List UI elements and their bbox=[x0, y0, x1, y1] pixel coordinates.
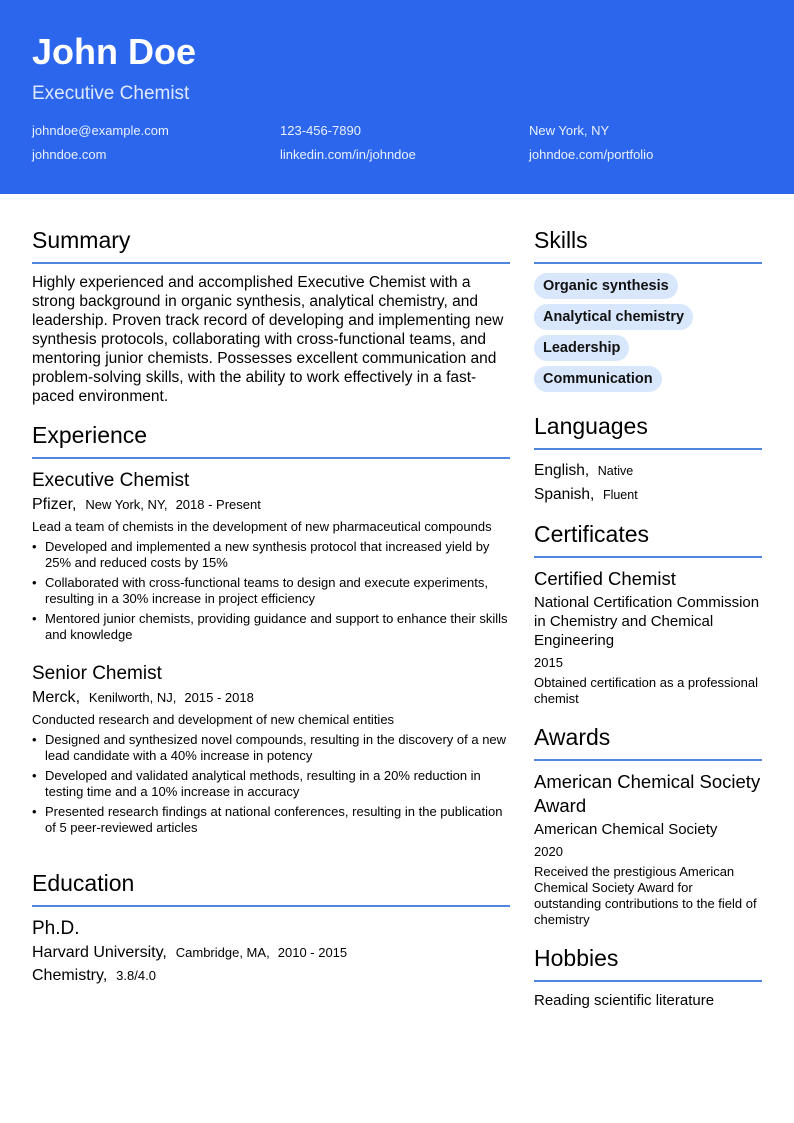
job-meta: Pfizer, New York, NY, 2018 - Present bbox=[32, 496, 261, 513]
education-gpa: 3.8/4.0 bbox=[116, 968, 156, 983]
portfolio-link[interactable]: johndoe.com/portfolio bbox=[529, 147, 654, 162]
email-link[interactable]: johndoe@example.com bbox=[32, 123, 169, 138]
phone-text: 123-456-7890 bbox=[280, 123, 361, 138]
bullet-item: • Developed and implemented a new synthesis protocol that increased yield by 25% and reduced costs by 15% bbox=[32, 539, 510, 571]
bullet-item: • Mentored junior chemists, providing guidance and support to enhance their skills and knowledge bbox=[32, 611, 510, 643]
education-dates: 2010 - 2015 bbox=[277, 945, 348, 960]
certificate-description: Obtained certification as a professional chemist bbox=[534, 675, 759, 706]
language-level: Native bbox=[597, 464, 634, 478]
skills-heading: Skills bbox=[534, 226, 762, 264]
hobbies-section bbox=[534, 944, 762, 1010]
summary-heading: Summary bbox=[32, 226, 510, 264]
job-location: New York, NY bbox=[85, 497, 164, 512]
education-degree: Ph.D. bbox=[32, 918, 80, 939]
job-company: Merck bbox=[32, 689, 76, 706]
language-name: English bbox=[534, 462, 585, 479]
certificates-heading: Certificates bbox=[534, 520, 762, 558]
bullet-item: • Designed and synthesized novel compounds, resulting in the discovery of a new lead candidate with a 40% increase in potency bbox=[32, 732, 510, 764]
education-location: Cambridge, MA bbox=[175, 945, 267, 960]
education-school-line: Harvard University, Cambridge, MA, 2010 - 2015 bbox=[32, 944, 348, 961]
awards-heading: Awards bbox=[534, 723, 762, 761]
award-issuer: American Chemical Society bbox=[534, 821, 718, 838]
job-dates: 2018 - Present bbox=[175, 497, 261, 512]
job-description: Lead a team of chemists in the development of new pharmaceutical compounds bbox=[32, 519, 492, 534]
hobbies-heading: Hobbies bbox=[534, 944, 762, 982]
job-entry bbox=[32, 662, 510, 836]
certificate-issuer: National Certification Commission in Chemistry and Chemical Engineering bbox=[534, 594, 760, 649]
languages-section bbox=[534, 412, 762, 507]
languages-heading: Languages bbox=[534, 412, 762, 450]
skills-section bbox=[534, 226, 762, 397]
job-description: Conducted research and development of new chemical entities bbox=[32, 712, 395, 727]
job-bullets bbox=[32, 539, 510, 643]
job-entry bbox=[32, 469, 510, 643]
certificates-section bbox=[534, 520, 762, 707]
bullet-item: • Collaborated with cross-functional teams to design and execute experiments, resulting in a 30% increase in project efficiency bbox=[32, 575, 510, 607]
candidate-title: Executive Chemist bbox=[32, 83, 190, 104]
bullet-item: • Developed and validated analytical methods, resulting in a 20% reduction in testing time and a 10% increase in accuracy bbox=[32, 768, 510, 800]
award-date: 2020 bbox=[534, 844, 563, 859]
skill-chip: Communication bbox=[534, 366, 662, 392]
education-field: Chemistry bbox=[32, 967, 103, 984]
language-item: English, Native bbox=[534, 462, 634, 479]
skill-chip: Analytical chemistry bbox=[534, 304, 693, 330]
candidate-name: John Doe bbox=[32, 31, 197, 72]
education-field-line: Chemistry, 3.8/4.0 bbox=[32, 967, 156, 984]
job-location: Kenilworth, NJ bbox=[88, 690, 173, 705]
linkedin-link[interactable]: linkedin.com/in/johndoe bbox=[280, 147, 416, 162]
summary-section bbox=[32, 226, 510, 406]
experience-section bbox=[32, 421, 510, 840]
awards-section bbox=[534, 723, 762, 928]
skill-chip: Leadership bbox=[534, 335, 629, 361]
skills-list bbox=[534, 273, 762, 397]
job-title: Executive Chemist bbox=[32, 470, 190, 491]
job-bullets bbox=[32, 732, 510, 836]
bullet-item: • Presented research findings at national conferences, resulting in the publication of 5 peer-reviewed articles bbox=[32, 804, 510, 836]
hobby-item: Reading scientific literature bbox=[534, 992, 715, 1009]
job-meta: Merck, Kenilworth, NJ, 2015 - 2018 bbox=[32, 689, 254, 706]
award-description: Received the prestigious American Chemical Society Award for outstanding contributions to the field of chemistry bbox=[534, 864, 757, 927]
certificate-name: Certified Chemist bbox=[534, 568, 676, 589]
location-text: New York, NY bbox=[529, 123, 610, 138]
job-company: Pfizer bbox=[32, 496, 73, 513]
job-title: Senior Chemist bbox=[32, 663, 162, 684]
education-school: Harvard University bbox=[32, 944, 163, 961]
language-name: Spanish bbox=[534, 486, 591, 503]
experience-heading: Experience bbox=[32, 421, 510, 459]
job-dates: 2015 - 2018 bbox=[184, 690, 254, 705]
header-banner bbox=[0, 0, 794, 194]
summary-text: Highly experienced and accomplished Executive Chemist with a strong background in organic synthesis, analytical chemistry, and leadership. Proven track record of developing and implementing new synthesis protocols, collaborating with cross-functional teams, and mentoring junior chemists. Possesses excellent communication and problem-solving skills, with the ability to work effectively in a fast-paced environment. bbox=[32, 274, 504, 405]
website-link[interactable]: johndoe.com bbox=[32, 147, 107, 162]
education-heading: Education bbox=[32, 869, 510, 907]
award-name: American Chemical Society Award bbox=[534, 771, 761, 816]
certificate-date: 2015 bbox=[534, 655, 563, 670]
language-level: Fluent bbox=[602, 488, 638, 502]
education-section bbox=[32, 869, 510, 987]
language-item: Spanish, Fluent bbox=[534, 486, 638, 503]
skill-chip: Organic synthesis bbox=[534, 273, 678, 299]
